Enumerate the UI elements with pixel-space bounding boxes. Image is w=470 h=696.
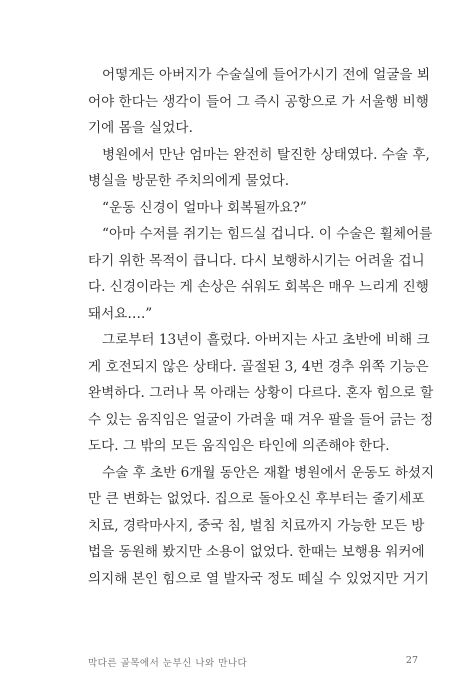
- text-line: 어야 한다는 생각이 들어 그 즉시 공항으로 가 서울행 비행: [88, 93, 429, 110]
- body-text: [88, 62, 435, 592]
- text-line: 법을 동원해 봤지만 소용이 없었다. 한때는 보행용 워커에: [88, 544, 425, 560]
- text-line: 완벽하다. 그러나 목 아래는 상황이 다르다. 혼자 힘으로 할: [88, 385, 434, 401]
- text-line: 어떻게든 아버지가 수술실에 들어가시기 전에 얼굴을 뵈: [102, 67, 430, 83]
- text-line: 수술 후 초반 6개월 동안은 재활 병원에서 운동도 하셨지: [102, 464, 435, 481]
- text-line: 돼서요….”: [88, 305, 153, 322]
- text-line: 그로부터 13년이 흘렀다. 아버지는 사고 초반에 비해 크: [102, 332, 430, 348]
- text-line: 수 있는 움직임은 얼굴이 가려울 때 겨우 팔을 들어 긁는 정: [88, 411, 434, 428]
- text-line: 병원에서 만난 엄마는 완전히 탈진한 상태였다. 수술 후,: [102, 146, 430, 163]
- text-line: “아마 수저를 쥐기는 힘드실 겁니다. 이 수술은 휠체어를: [102, 226, 433, 242]
- text-line: 만 큰 변화는 없었다. 집으로 돌아오신 후부터는 줄기세포: [88, 491, 425, 507]
- text-line: 게 호전되지 않은 상태다. 골절된 3, 4번 경추 위쪽 기능은: [88, 358, 429, 375]
- text-line: 병실을 방문한 주치의에게 물었다.: [88, 173, 290, 189]
- text-line: “운동 신경이 얼마나 회복될까요?”: [102, 199, 307, 216]
- page-number: 27: [405, 655, 418, 666]
- text-line: 의지해 본인 힘으로 열 발자국 정도 떼실 수 있었지만 거기: [88, 570, 429, 587]
- text-line: 다. 신경이라는 게 손상은 쉬워도 회복은 매우 느리게 진행: [88, 279, 429, 295]
- text-line: 치료, 경락마사지, 중국 침, 벌침 치료까지 가능한 모든 방: [88, 517, 425, 534]
- text-line: 기에 몸을 실었다.: [88, 120, 193, 136]
- running-footer-title: 막다른 골목에서 눈부신 나와 만나다: [88, 658, 248, 669]
- text-line: 도다. 그 밖의 모든 움직임은 타인에 의존해야 한다.: [88, 438, 390, 454]
- text-line: 타기 위한 목적이 큽니다. 다시 보행하시기는 어려울 겁니: [88, 252, 425, 269]
